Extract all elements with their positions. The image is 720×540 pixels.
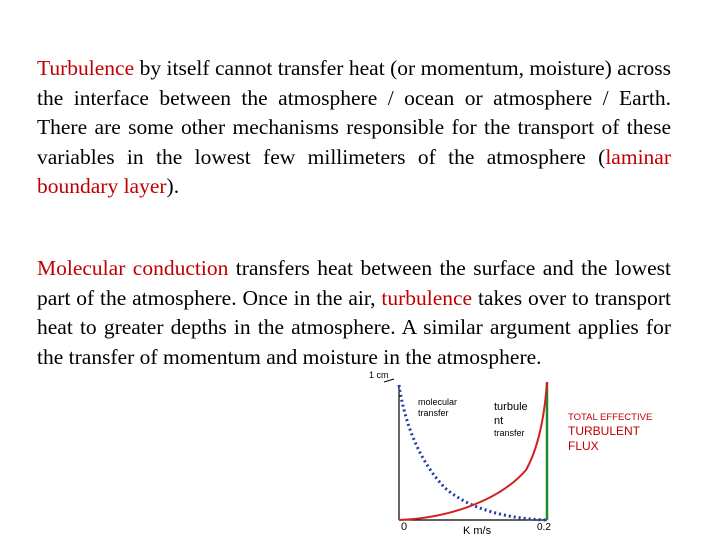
- turbulent-transfer-label-1: turbule: [494, 401, 528, 413]
- total-flux-label-2: TURBULENT: [568, 424, 641, 438]
- paragraph-text: by itself cannot transfer heat (or momentum, moisture) across the interface between the atmosphere / ocean or atmosphere / Earth. There are some other mechanisms responsible for the transport of these variables in the lowest few millimeters of the atmosphere (: [37, 56, 671, 169]
- turbulent-transfer-label-2: nt: [494, 415, 504, 427]
- total-flux-label-1: TOTAL EFFECTIVE: [568, 412, 653, 423]
- highlight-laminar-boundary-layer: laminar boundary layer: [37, 144, 671, 198]
- x-axis-zero-label: 0: [401, 521, 408, 533]
- paragraph-text: takes over to transport heat to greater depths in the atmosphere. A similar argument applies for the transfer of momentum and moisture in the atmosphere.: [37, 285, 672, 369]
- highlight-turbulence: turbulence: [381, 285, 473, 310]
- highlight-turbulence: Turbulence: [37, 56, 135, 80]
- paragraph-text: ).: [166, 174, 180, 198]
- molecular-transfer-label-2: transfer: [418, 408, 449, 418]
- x-axis-max-label: 0.2: [537, 522, 551, 533]
- x-axis-unit-label: K m/s: [463, 525, 492, 537]
- molecular-transfer-label-1: molecular: [418, 397, 458, 407]
- turbulent-transfer-label-3: transfer: [494, 428, 525, 438]
- total-flux-label-3: FLUX: [568, 439, 599, 453]
- paragraph-text: transfers heat between the surface and the lowest part of the atmosphere. Once in the air,: [37, 256, 672, 310]
- highlight-molecular-conduction: Molecular conduction: [37, 256, 229, 280]
- height-label: 1 cm: [369, 370, 389, 380]
